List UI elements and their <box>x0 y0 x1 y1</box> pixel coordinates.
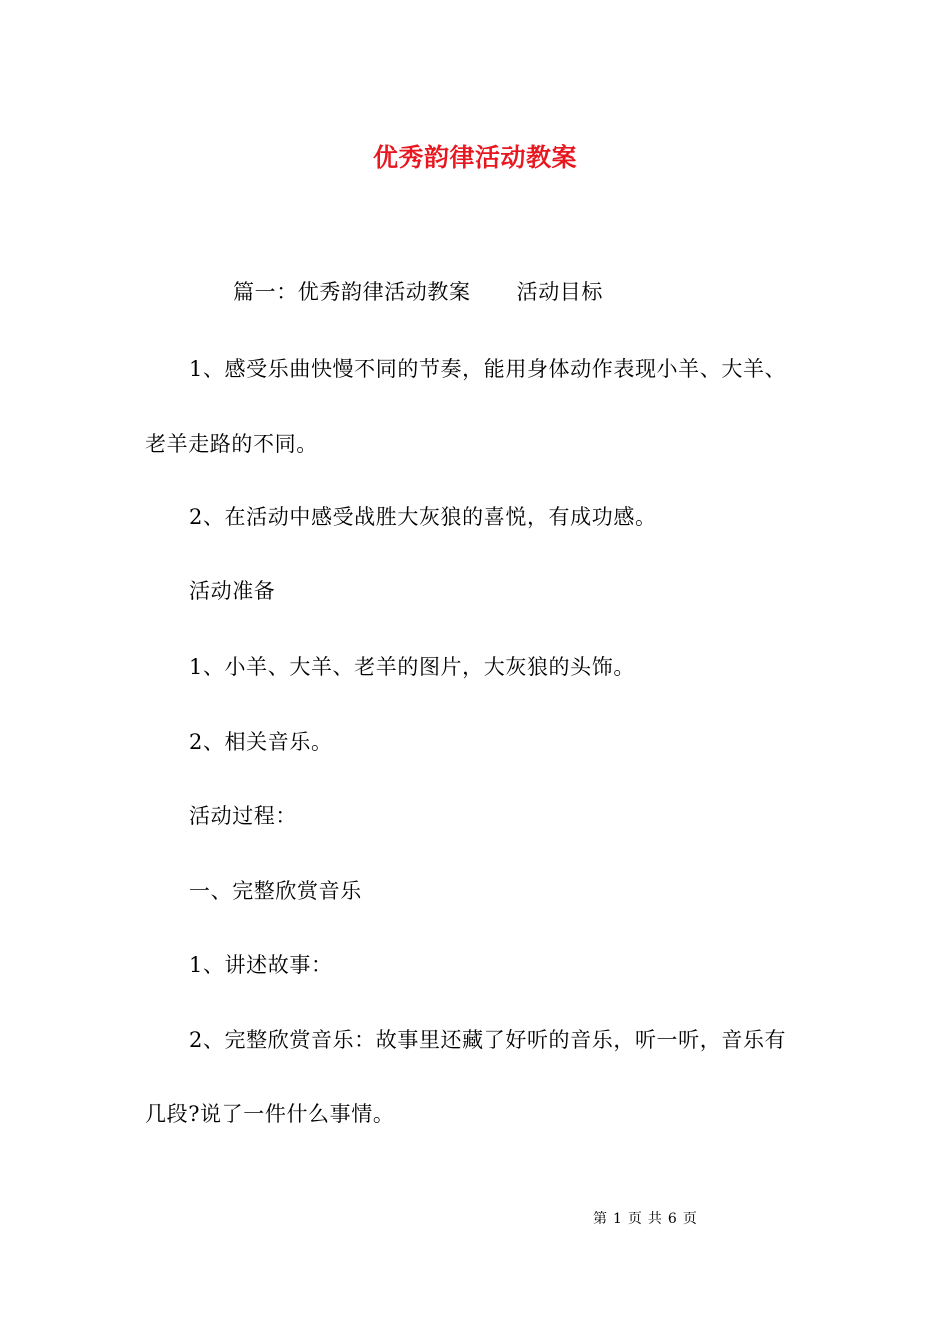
paragraph-line: 几段?说了一件什么事情。 <box>145 1102 395 1126</box>
footer-total-pages: 6 <box>667 1211 677 1227</box>
footer-current-page: 1 <box>613 1211 622 1227</box>
paragraph-line: 老羊走路的不同。 <box>145 432 318 456</box>
paragraph-line: 2、完整欣赏音乐：故事里还藏了好听的音乐，听一听，音乐有 <box>189 1028 787 1052</box>
paragraph-line: 一、完整欣赏音乐 <box>189 879 362 903</box>
paragraph-line: 1、讲述故事： <box>189 953 333 977</box>
paragraph-line: 2、相关音乐。 <box>189 730 333 754</box>
footer-label-page: 第 <box>593 1211 607 1227</box>
footer-label-unit: 页 <box>627 1211 642 1227</box>
paragraph-line: 1、小羊、大羊、老羊的图片，大灰狼的头饰。 <box>189 655 635 679</box>
paragraph-line: 活动准备 <box>189 579 276 603</box>
section-heading <box>233 277 603 307</box>
section-heading-subtitle: 活动目标 <box>516 280 604 304</box>
page-footer <box>593 1208 703 1228</box>
paragraph-line: 活动过程： <box>189 804 297 828</box>
footer-label-total: 共 <box>647 1211 662 1227</box>
document-title: 优秀韵律活动教案 <box>372 143 577 172</box>
paragraph-line: 1、感受乐曲快慢不同的节奏，能用身体动作表现小羊、大羊、 <box>189 357 787 381</box>
paragraph-line: 2、在活动中感受战胜大灰狼的喜悦，有成功感。 <box>189 505 657 529</box>
footer-label-unit2: 页 <box>682 1211 697 1227</box>
section-heading-title: 篇一：优秀韵律活动教案 <box>233 280 471 304</box>
